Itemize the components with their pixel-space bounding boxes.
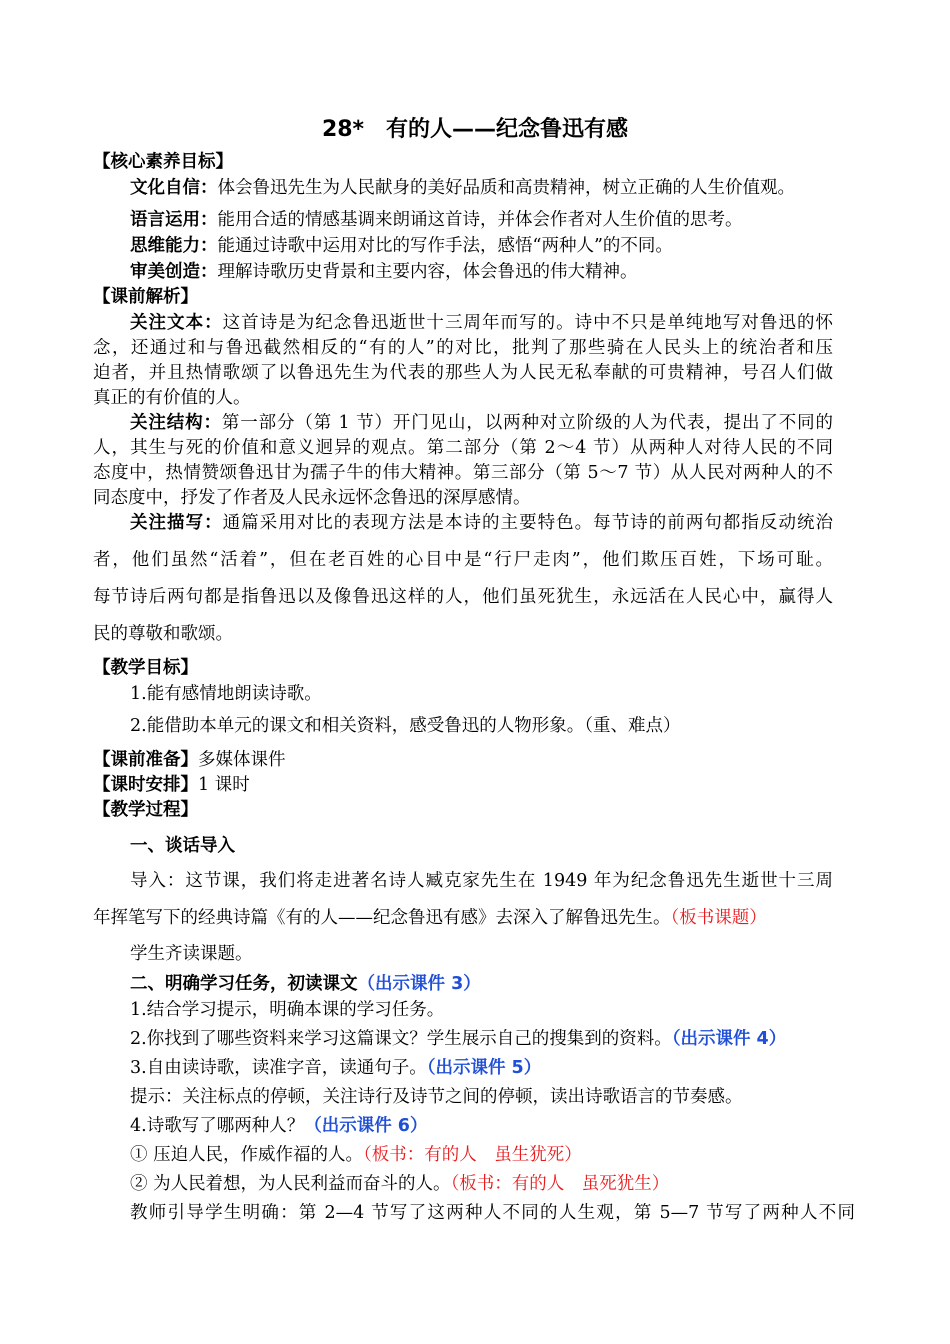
step2-line [130,1027,786,1051]
core-item-text: 能用合适的情感基调来朗诵这首诗，并体会作者对人生价值的思考。 [217,210,743,230]
board-note: （板书：有的人 虽生犹死） [363,1145,582,1165]
step2-line: 1.结合学习提示，明确本课的学习任务。 [130,1000,445,1020]
analysis-structure-line [130,411,833,435]
step2-circle-text: ① 压迫人民，作威作福的人。 [130,1145,364,1165]
analysis-text-line: 念，还通过和与鲁迅截然相反的“有的人”的对比，批判了那些骑在人民头上的统治者和压 [93,338,833,358]
analysis-desc-content: 通篇采用对比的表现方法是本诗的主要特色。每节诗的前两句都指反动统治 [222,513,834,533]
prep-heading: 【课前准备】 [93,750,198,770]
step2-line-text: 3.自由读诗歌，读准字音，读通句子。 [130,1058,427,1078]
analysis-structure-line: 同态度中，抒发了作者及人民永远怀念鲁迅的深厚感情。 [93,488,531,508]
courseware-note: （出示课件 5） [426,1058,542,1078]
step1-heading: 一、谈话导入 [130,836,235,856]
step1-read: 学生齐读课题。 [130,944,253,964]
core-goals-heading: 【核心素养目标】 [93,152,233,172]
page-title: 28* 有的人——纪念鲁迅有感 [321,117,629,142]
step2-last-line: 教师引导学生明确：第 2—4 节写了这两种人不同的人生观，第 5—7 节写了两种人不同 [130,1203,855,1223]
core-item-language [130,208,743,232]
step1-line-text: 年挥笔写下的经典诗篇《有的人——纪念鲁迅有感》去深入了解鲁迅先生。 [93,908,671,928]
teaching-goal-item: 2.能借助本单元的课文和相关资料，感受鲁迅的人物形象。（重、难点） [130,716,681,736]
step2-hint: 提示：关注标点的停顿，关注诗行及诗节之间的停顿，读出诗歌语言的节奏感。 [130,1087,743,1107]
step2-circle-item [130,1172,669,1196]
step1-line: 导入：这节课，我们将走进著名诗人臧克家先生在 1949 年为纪念鲁迅先生逝世十三周 [130,871,833,891]
step2-line [130,1114,427,1138]
schedule-text: 1 课时 [198,775,250,795]
core-item-text: 能通过诗歌中运用对比的写作手法，感悟“两种人”的不同。 [217,236,673,256]
core-item-text: 理解诗歌历史背景和主要内容，体会鲁迅的伟大精神。 [217,262,638,282]
core-item-label: 语言运用： [130,210,218,230]
analysis-text-line: 真正的有价值的人。 [93,388,251,408]
step2-heading [130,972,481,996]
step2-line-text: 2.你找到了哪些资料来学习这篇课文？学生展示自己的搜集到的资料。 [130,1029,672,1049]
analysis-heading: 【课前解析】 [93,287,198,307]
prep-line [93,748,286,772]
prep-text: 多媒体课件 [198,750,286,770]
core-item-label: 文化自信： [130,178,218,198]
analysis-structure-line: 人，其生与死的价值和意义迥异的观点。第二部分（第 2～4 节）从两种人对待人民的不同 [93,438,833,458]
analysis-text-line [130,311,833,335]
core-item-text: 体会鲁迅先生为人民献身的美好品质和高贵精神，树立正确的人生价值观。 [217,178,795,198]
analysis-structure-line: 态度中，热情赞颂鲁迅甘为孺子牛的伟大精神。第三部分（第 5～7 节）从人民对两种人的不 [93,463,833,483]
core-item-label: 思维能力： [130,236,218,256]
core-item-aesthetic [130,260,638,284]
analysis-structure-content: 第一部分（第 1 节）开门见山，以两种对立阶级的人为代表，提出了不同的 [221,413,833,433]
step2-line [130,1056,541,1080]
core-item-thinking [130,234,673,258]
analysis-text-label: 关注文本： [130,313,223,333]
core-item-culture [130,176,795,200]
analysis-desc-line: 者，他们虽然“活着”，但在老百姓的心目中是“行尸走肉”，他们欺压百姓，下场可耻。 [93,550,833,570]
process-heading: 【教学过程】 [93,800,198,820]
step2-heading-text: 二、明确学习任务，初读课文 [130,974,358,994]
analysis-desc-line [130,511,833,535]
board-note: （板书：有的人 虽死犹生） [450,1174,670,1194]
analysis-structure-label: 关注结构： [130,413,222,433]
schedule-line [93,773,250,797]
step2-circle-text: ② 为人民着想，为人民利益而奋斗的人。 [130,1174,451,1194]
analysis-desc-label: 关注描写： [130,513,223,533]
board-note: （板书课题） [670,908,767,928]
courseware-note: （出示课件 6） [304,1116,428,1136]
analysis-desc-line: 民的尊敬和歌颂。 [93,624,233,644]
step2-circle-item [130,1143,582,1167]
analysis-text-content: 这首诗是为纪念鲁迅逝世十三周年而写的。诗中不只是单纯地写对鲁迅的怀 [222,313,834,333]
schedule-heading: 【课时安排】 [93,775,198,795]
analysis-text-line: 迫者，并且热情歌颂了以鲁迅先生为代表的那些人为人民无私奉献的可贵精神，号召人们做 [93,363,833,383]
courseware-note: （出示课件 3） [357,974,481,994]
courseware-note: （出示课件 4） [671,1029,787,1049]
teaching-goals-heading: 【教学目标】 [93,658,198,678]
analysis-desc-line: 每节诗后两句都是指鲁迅以及像鲁迅这样的人，他们虽死犹生，永远活在人民心中，赢得人 [93,587,833,607]
step2-line-text: 4.诗歌写了哪两种人？ [130,1116,305,1136]
teaching-goal-item: 1.能有感情地朗读诗歌。 [130,684,322,704]
core-item-label: 审美创造： [130,262,218,282]
step1-line [93,906,767,930]
